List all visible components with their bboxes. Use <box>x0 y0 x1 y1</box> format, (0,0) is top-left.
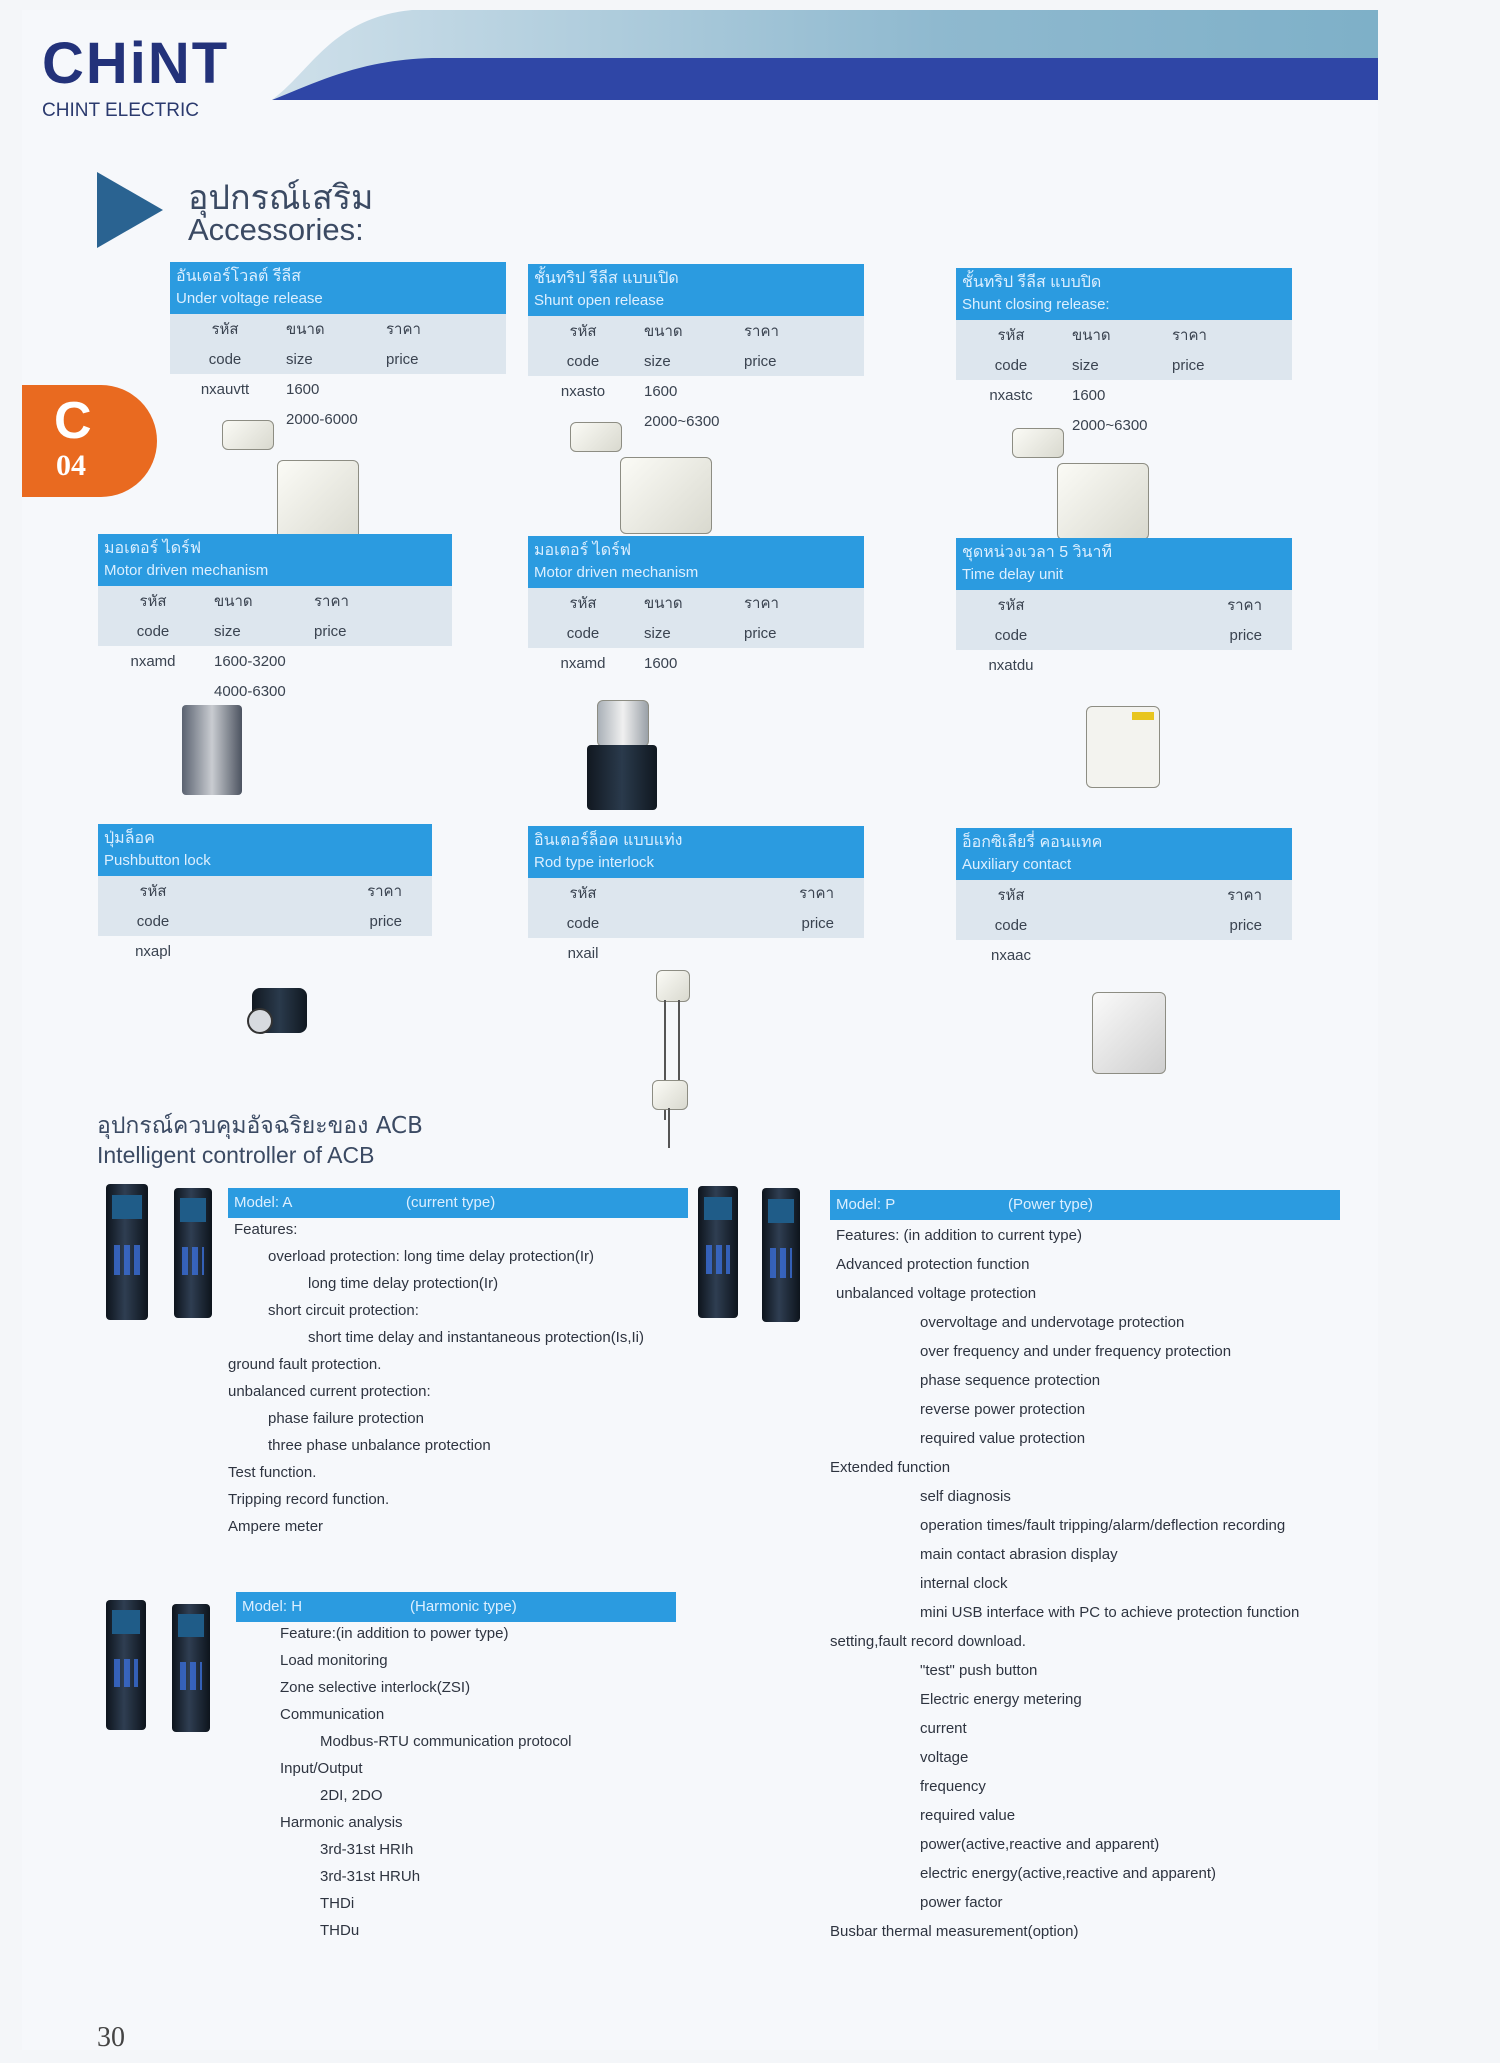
accessory-size: 1600-3200 <box>214 652 286 670</box>
model-h-line: Zone selective interlock(ZSI) <box>280 1679 471 1696</box>
col-code-en: code <box>136 912 170 930</box>
chapter-tab <box>22 385 157 497</box>
col-price-th: ราคา <box>1227 887 1262 904</box>
accessory-header <box>528 536 864 588</box>
col-price-en: price <box>744 624 777 642</box>
accessory-name-thai: อันเดอร์โวลต์ รีลีส <box>176 268 301 285</box>
brand-logo: CHiNT <box>42 31 230 96</box>
accessory-header <box>528 826 864 878</box>
accessory-header <box>98 534 452 586</box>
col-code-en: code <box>566 624 600 642</box>
model-p-label: Model: P <box>836 1196 896 1213</box>
model-p-line: required value protection <box>920 1430 1086 1447</box>
col-code-en: code <box>136 622 170 640</box>
accessory-name-english: Under voltage release <box>176 290 323 307</box>
col-size-th: ขนาด <box>214 593 253 610</box>
model-h-label: Model: H <box>242 1598 303 1615</box>
col-code-th: รหัส <box>997 597 1025 614</box>
accessory-name-english: Auxiliary contact <box>962 856 1072 873</box>
col-price-th: ราคา <box>367 883 402 900</box>
col-price-th: ราคา <box>1172 327 1207 344</box>
model-h-line: 3rd-31st HRUh <box>320 1868 421 1885</box>
accessory-code: nxapl <box>135 942 171 960</box>
model-p-line: Busbar thermal measurement(option) <box>830 1923 1079 1940</box>
accessory-motor-driven-mechanism-a <box>98 534 452 706</box>
col-code-en: code <box>994 916 1028 934</box>
accessory-name-thai: อ็อกซิเลียรี่ คอนแทค <box>962 834 1103 851</box>
model-p-line: self diagnosis <box>920 1488 1011 1505</box>
accessory-name-english: Pushbutton lock <box>104 852 211 869</box>
accessory-size: 1600 <box>644 654 678 672</box>
accessory-values <box>98 936 432 966</box>
col-code-th: รหัส <box>997 887 1025 904</box>
page-number: 30 <box>97 2022 125 2050</box>
accessory-name-english: Motor driven mechanism <box>104 562 269 579</box>
motor-mechanism-a-image <box>172 705 262 805</box>
controller-title-thai: อุปกรณ์ควบคุมอัจฉริยะของ ACB <box>97 1113 423 1139</box>
model-p-line: internal clock <box>920 1575 1008 1592</box>
accessory-table-head <box>956 320 1292 380</box>
col-size-th: ขนาด <box>1072 327 1111 344</box>
accessory-name-thai: อินเตอร์ล็อค แบบแท่ง <box>534 832 683 849</box>
accessory-values <box>98 646 452 706</box>
model-h-bar <box>236 1592 676 1622</box>
accessory-code: nxatdu <box>988 656 1034 674</box>
accessory-table-head <box>528 878 864 938</box>
col-price-en: price <box>801 914 834 932</box>
model-p-line: power(active,reactive and apparent) <box>920 1836 1160 1853</box>
model-a-line: three phase unbalance protection <box>268 1437 491 1454</box>
model-a-line: phase failure protection <box>268 1410 424 1427</box>
accessory-table-head <box>98 586 452 646</box>
catalog-page <box>22 10 1378 2050</box>
col-price-th: ราคา <box>1227 597 1262 614</box>
accessory-size: 1600 <box>286 380 320 398</box>
col-code-en: code <box>208 350 242 368</box>
shunt-closing-release-image <box>1012 428 1162 548</box>
controller-title-english: Intelligent controller of ACB <box>97 1142 375 1168</box>
header-band <box>272 10 1378 100</box>
controller-p-image-2 <box>762 1188 800 1322</box>
col-price-en: price <box>314 622 347 640</box>
pushbutton-lock-image <box>242 988 322 1054</box>
model-a-line: Ampere meter <box>228 1518 324 1535</box>
accessory-name-thai: ชั้นทริป รีลีส แบบปิด <box>962 274 1102 291</box>
accessory-name-english: Time delay unit <box>962 566 1064 583</box>
model-p-line: phase sequence protection <box>920 1372 1101 1389</box>
model-p-line: setting,fault record download. <box>830 1633 1026 1650</box>
rod-interlock-image <box>650 970 700 1150</box>
model-p-line: over frequency and under frequency protection <box>920 1343 1232 1360</box>
col-size-en: size <box>214 622 241 640</box>
model-h-line: Input/Output <box>280 1760 363 1777</box>
col-price-en: price <box>1172 356 1205 374</box>
model-p-line: power factor <box>920 1894 1003 1911</box>
accessory-name-english: Shunt closing release: <box>962 296 1110 313</box>
section-title-english: Accessories: <box>188 212 364 247</box>
model-p-line: electric energy(active,reactive and apparent) <box>920 1865 1216 1882</box>
accessory-motor-driven-mechanism-b <box>528 536 864 678</box>
time-delay-unit-image <box>1086 706 1166 790</box>
col-code-en: code <box>994 626 1028 644</box>
col-code-en: code <box>994 356 1028 374</box>
accessory-name-thai: มอเตอร์ ไดร์ฟ <box>534 542 632 559</box>
accessory-table-head <box>956 880 1292 940</box>
accessory-table-head <box>528 588 864 648</box>
model-a-line: long time delay protection(Ir) <box>308 1275 499 1292</box>
accessory-header <box>98 824 432 876</box>
model-p-line: frequency <box>920 1778 986 1795</box>
accessory-under-voltage-release <box>170 262 506 434</box>
model-h-line: 3rd-31st HRIh <box>320 1841 414 1858</box>
model-p-line: reverse power protection <box>920 1401 1086 1418</box>
accessory-values <box>956 650 1292 680</box>
model-h-line: THDi <box>320 1895 355 1912</box>
accessory-size: 4000-6300 <box>214 682 286 700</box>
model-p-line: operation times/fault tripping/alarm/deflection recording <box>920 1517 1286 1534</box>
accessory-values <box>528 648 864 678</box>
accessory-name-thai: ปุ่มล็อค <box>104 830 155 847</box>
accessory-size: 2000-6000 <box>286 410 358 428</box>
accessory-shunt-open-release <box>528 264 864 436</box>
controller-p-image-1 <box>698 1186 738 1318</box>
accessory-size: 2000~6300 <box>1072 416 1148 434</box>
col-code-th: รหัส <box>569 595 597 612</box>
model-a-line: Tripping record function. <box>228 1491 390 1508</box>
model-a-line: Test function. <box>228 1464 317 1481</box>
model-p-type: (Power type) <box>1008 1196 1094 1213</box>
model-a-line: unbalanced current protection: <box>228 1383 431 1400</box>
model-h-line: Communication <box>280 1706 385 1723</box>
model-h-line: 2DI, 2DO <box>320 1787 383 1804</box>
col-code-en: code <box>566 914 600 932</box>
model-p-line: Electric energy metering <box>920 1691 1082 1708</box>
chapter-number: 04 <box>56 449 86 482</box>
accessory-pushbutton-lock <box>98 824 432 966</box>
col-code-th: รหัส <box>569 323 597 340</box>
controller-h-image-1 <box>106 1600 146 1730</box>
model-a-bar <box>228 1188 688 1218</box>
accessory-header <box>956 268 1292 320</box>
model-h-line: THDu <box>320 1922 360 1939</box>
col-code-th: รหัส <box>569 885 597 902</box>
col-code-th: รหัส <box>997 327 1025 344</box>
accessory-code: nxasto <box>560 382 606 400</box>
brand-subtitle: CHINT ELECTRIC <box>42 100 199 121</box>
accessory-code: nxamd <box>130 652 176 670</box>
col-price-th: ราคา <box>799 885 834 902</box>
model-a-type: (current type) <box>406 1194 496 1211</box>
model-p-line: required value <box>920 1807 1016 1824</box>
col-code-th: รหัส <box>139 883 167 900</box>
chapter-letter: C <box>54 392 92 450</box>
model-h-line: Feature:(in addition to power type) <box>280 1625 509 1642</box>
accessory-rod-type-interlock <box>528 826 864 968</box>
accessory-size: 1600 <box>1072 386 1106 404</box>
col-size-en: size <box>1072 356 1099 374</box>
accessory-time-delay-unit <box>956 538 1292 680</box>
accessory-auxiliary-contact <box>956 828 1292 970</box>
col-price-th: ราคา <box>386 321 421 338</box>
model-p-line: current <box>920 1720 967 1737</box>
accessory-header <box>956 828 1292 880</box>
col-price-en: price <box>1229 626 1262 644</box>
auxiliary-contact-image <box>1092 992 1172 1076</box>
model-p-line: Advanced protection function <box>836 1256 1030 1273</box>
col-size-th: ขนาด <box>286 321 325 338</box>
model-p-line: overvoltage and undervotage protection <box>920 1314 1185 1331</box>
model-p-line: Extended function <box>830 1459 951 1476</box>
model-a-label: Model: A <box>234 1194 293 1211</box>
model-h-type: (Harmonic type) <box>410 1598 517 1615</box>
model-a-line: overload protection: long time delay protection(Ir) <box>268 1248 595 1265</box>
accessory-header <box>528 264 864 316</box>
col-price-en: price <box>369 912 402 930</box>
col-price-en: price <box>1229 916 1262 934</box>
shunt-open-release-image <box>570 422 720 542</box>
controller-a-image-2 <box>174 1188 212 1318</box>
accessory-code: nxastc <box>989 386 1033 404</box>
accessory-code: nxauvtt <box>200 380 250 398</box>
model-p-line: main contact abrasion display <box>920 1546 1118 1563</box>
col-price-th: ราคา <box>744 323 779 340</box>
col-code-th: รหัส <box>139 593 167 610</box>
title-arrow-icon <box>97 172 163 248</box>
col-price-en: price <box>744 352 777 370</box>
accessory-values <box>528 938 864 968</box>
model-h-line: Modbus-RTU communication protocol <box>320 1733 572 1750</box>
model-a-line: short time delay and instantaneous protection(Is,Ii) <box>308 1329 645 1346</box>
accessory-name-thai: ชุดหน่วงเวลา 5 วินาที <box>962 544 1113 561</box>
accessory-name-thai: ชั้นทริป รีลีส แบบเปิด <box>534 270 679 287</box>
model-p-line: voltage <box>920 1749 969 1766</box>
model-a-line: Features: <box>234 1221 298 1238</box>
accessory-table-head <box>956 590 1292 650</box>
col-size-th: ขนาด <box>644 595 683 612</box>
model-h-line: Load monitoring <box>280 1652 388 1669</box>
model-p-line: mini USB interface with PC to achieve protection function <box>920 1604 1300 1621</box>
model-a-line: ground fault protection. <box>228 1356 382 1373</box>
model-p-bar <box>830 1190 1340 1220</box>
accessory-size: 2000~6300 <box>644 412 720 430</box>
accessory-header <box>170 262 506 314</box>
accessory-name-english: Shunt open release <box>534 292 665 309</box>
model-p-line: "test" push button <box>920 1662 1038 1679</box>
controller-h-image-2 <box>172 1604 210 1732</box>
accessory-table-head <box>528 316 864 376</box>
model-p-line: unbalanced voltage protection <box>836 1285 1037 1302</box>
col-code-th: รหัส <box>211 321 239 338</box>
accessory-values <box>956 940 1292 970</box>
model-p-line: Features: (in addition to current type) <box>836 1227 1082 1244</box>
accessory-name-english: Rod type interlock <box>534 854 655 871</box>
accessory-header <box>956 538 1292 590</box>
col-price-th: ราคา <box>744 595 779 612</box>
model-h-line: Harmonic analysis <box>280 1814 403 1831</box>
col-size-en: size <box>644 624 671 642</box>
accessory-size: 1600 <box>644 382 678 400</box>
accessory-table-head <box>98 876 432 936</box>
accessory-code: nxail <box>567 944 599 962</box>
motor-mechanism-b-image <box>587 700 667 815</box>
col-code-en: code <box>566 352 600 370</box>
model-a-line: short circuit protection: <box>268 1302 419 1319</box>
col-size-en: size <box>644 352 671 370</box>
col-size-th: ขนาด <box>644 323 683 340</box>
section-title-thai: อุปกรณ์เสริม <box>188 178 374 218</box>
controller-a-image-1 <box>106 1184 148 1320</box>
col-price-en: price <box>386 350 419 368</box>
col-size-en: size <box>286 350 313 368</box>
accessory-table-head <box>170 314 506 374</box>
under-voltage-release-image <box>222 420 362 550</box>
accessory-name-english: Motor driven mechanism <box>534 564 699 581</box>
accessory-shunt-closing-release <box>956 268 1292 440</box>
accessory-code: nxaac <box>990 946 1032 964</box>
col-price-th: ราคา <box>314 593 349 610</box>
accessory-name-thai: มอเตอร์ ไดร์ฟ <box>104 540 202 557</box>
accessory-code: nxamd <box>560 654 606 672</box>
